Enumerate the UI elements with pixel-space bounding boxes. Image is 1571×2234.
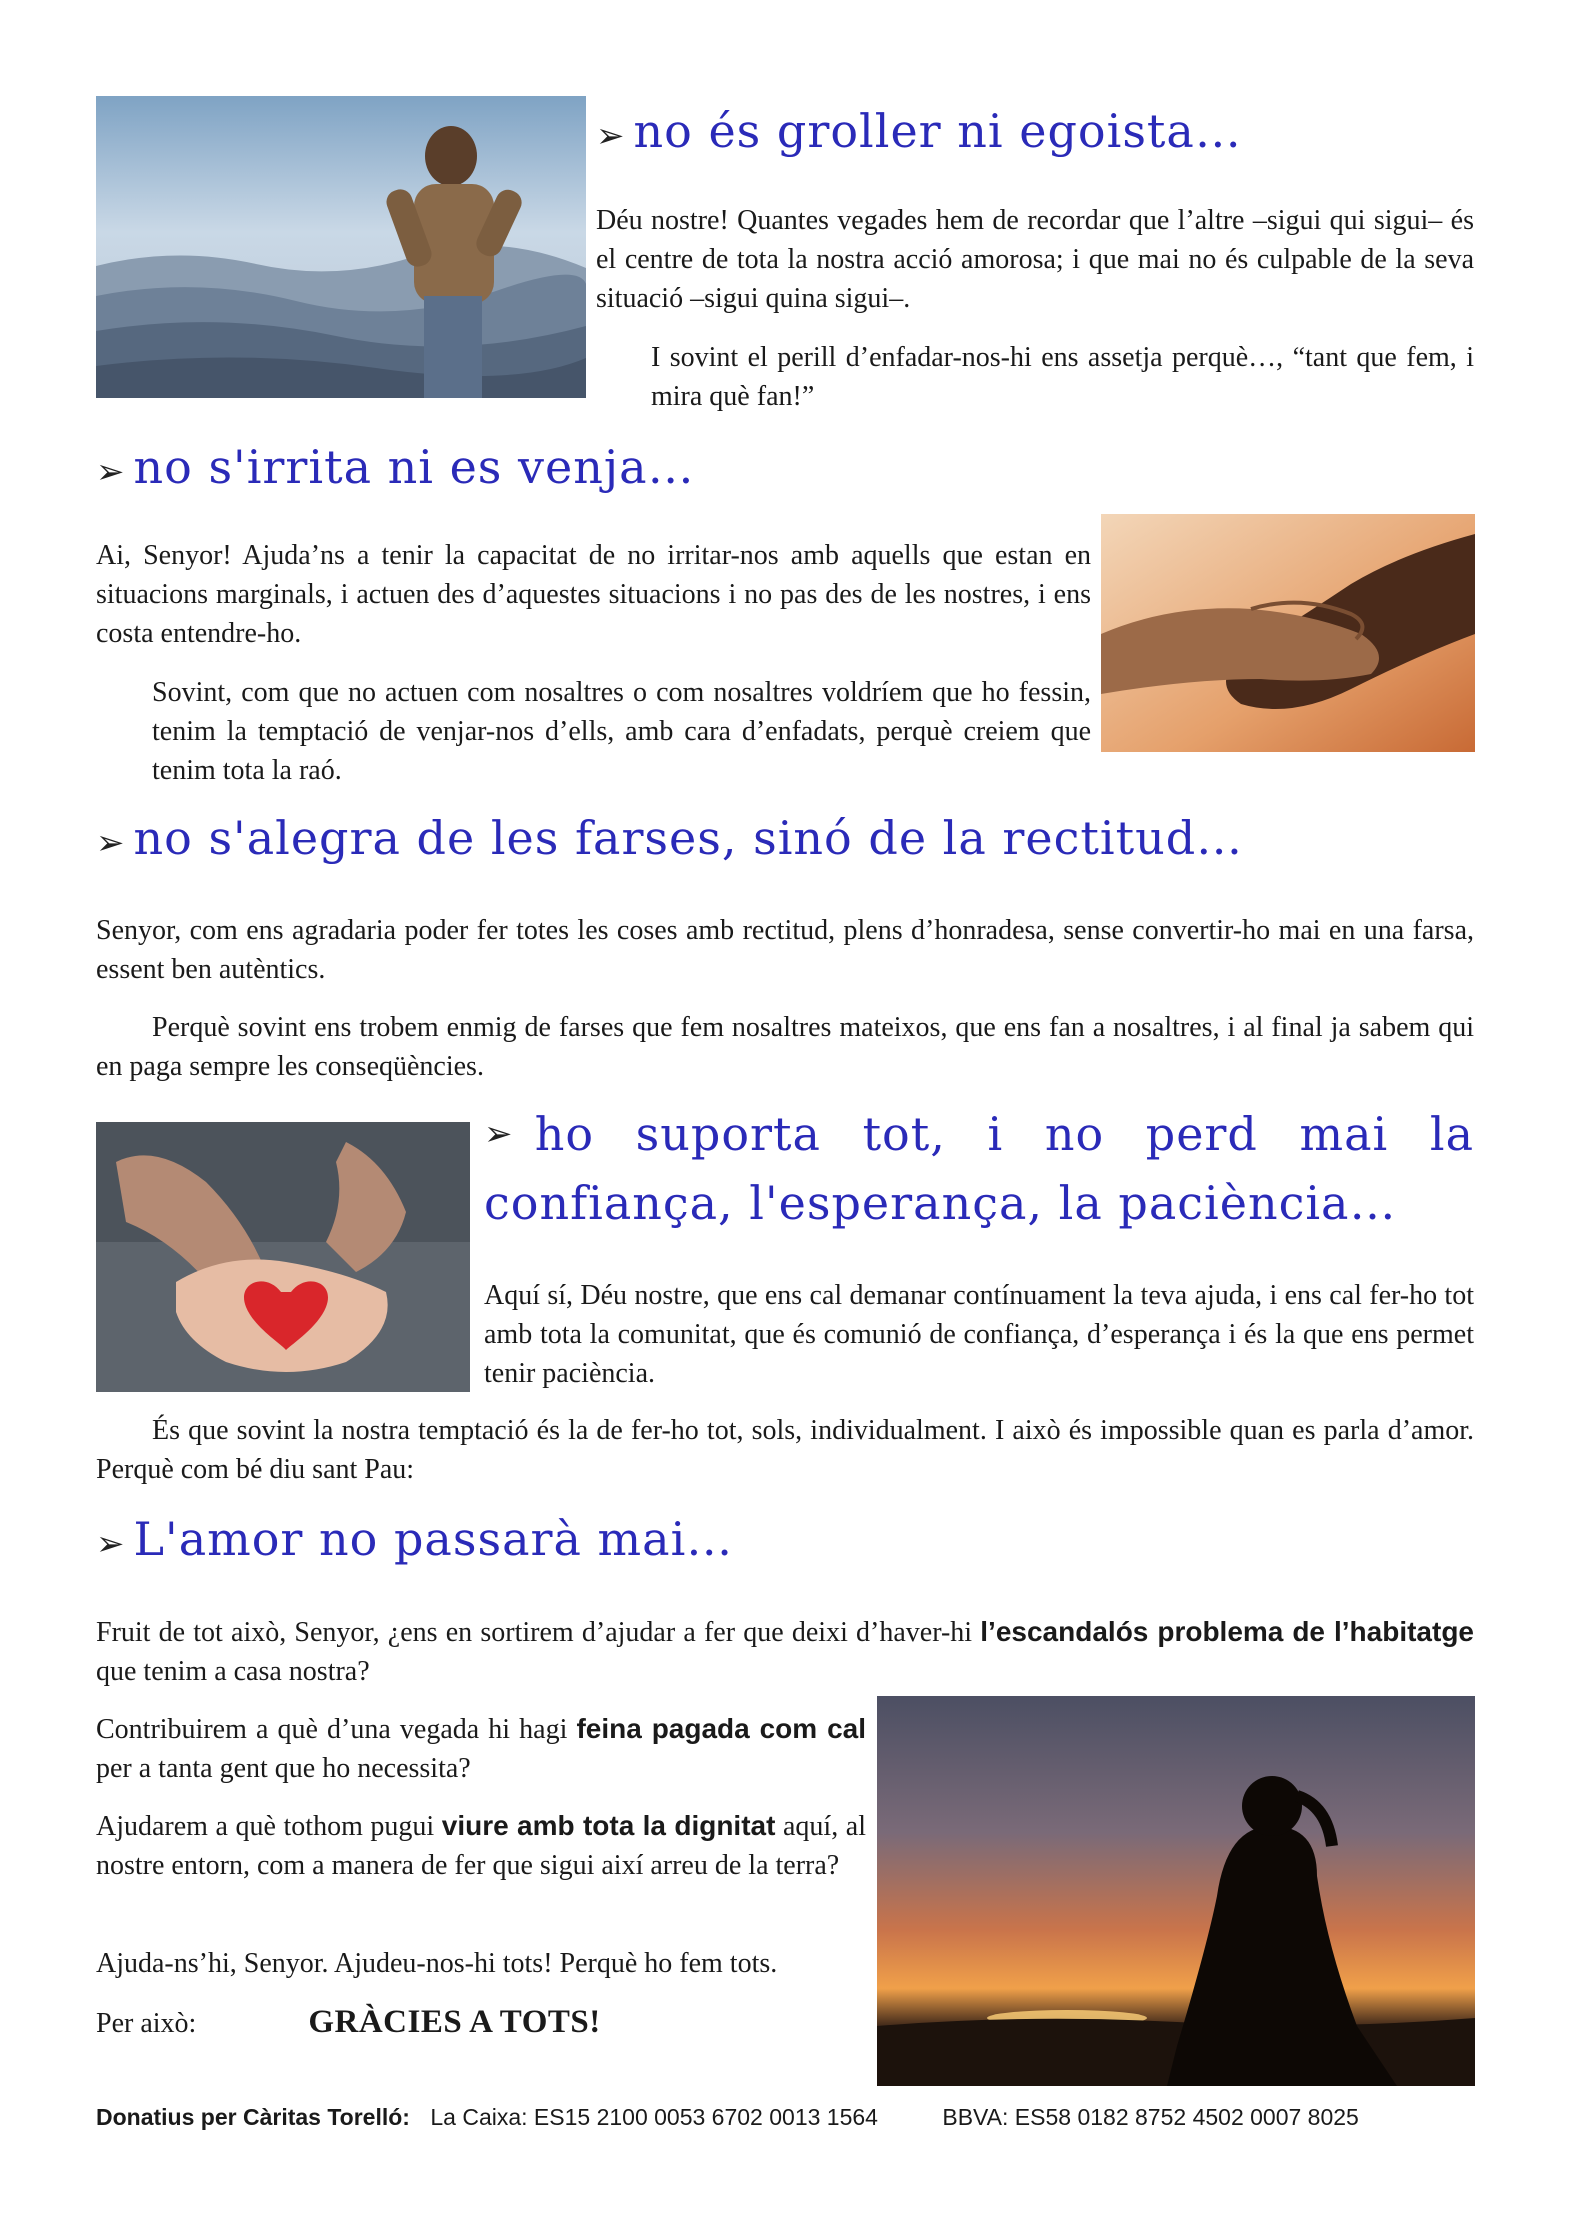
bold-text: l’escandalós problema de l’habitatge xyxy=(980,1616,1474,1647)
arrow-bullet-icon: ➢ xyxy=(96,823,126,863)
paragraph: Déu nostre! Quantes vegades hem de recordar que l’altre –sigui qui sigui– és el centre de tota la nostra acció amorosa; i que mai no és culpable de la seva situació –sigui quina sigui–. xyxy=(596,205,1474,314)
paragraph: I sovint el perill d’enfadar-nos-hi ens assetja perquè…, “tant que fem, i mira què fan!” xyxy=(651,342,1474,412)
paragraph: Perquè sovint ens trobem enmig de farses que fem nosaltres mateixos, que ens fan a nosaltres, i al final ja sabem qui en paga sempre les conseqüències. xyxy=(96,1012,1474,1082)
footer-label: Donatius per Càritas Torelló: xyxy=(96,2104,410,2130)
paragraph: Ai, Senyor! Ajuda’ns a tenir la capacitat de no irritar-nos amb aquells que estan en situacions marginals, i actuen des d’aquestes situacions i no pas des de les nostres, i ens costa entendre-ho. xyxy=(96,540,1091,649)
heading-text: confiança, l'esperança, la paciència… xyxy=(484,1176,1397,1230)
heading-no-es-groller xyxy=(596,100,1242,167)
paragraph: És que sovint la nostra temptació és la de fer-ho tot, sols, individualment. I això és impossible quan es parla d’amor. Perquè com bé diu sant Pau: xyxy=(96,1415,1474,1485)
heading-text: no és groller ni egoista… xyxy=(633,104,1242,158)
paragraph: Senyor, com ens agradaria poder fer totes les coses amb rectitud, plens d’honradesa, sense convertir-ho mai en una farsa, essent ben autèntics. xyxy=(96,915,1474,985)
paragraph: Ajuda-ns’hi, Senyor. Ajudeu-nos-hi tots! Perquè ho fem tots. xyxy=(96,1948,778,1979)
heading-text: ho suporta tot, i no perd mai la xyxy=(534,1107,1474,1161)
arrow-bullet-icon: ➢ xyxy=(96,1524,126,1564)
per-aixo-label: Per això: xyxy=(96,2008,197,2039)
paragraph: Aquí sí, Déu nostre, que ens cal demanar contínuament la teva ajuda, i ens cal fer-ho tot amb tota la comunitat, que és comunió de confiança, d’esperança i és la que ens permet tenir paciència. xyxy=(484,1280,1474,1389)
arrow-bullet-icon: ➢ xyxy=(596,116,626,156)
text: que tenim a casa nostra? xyxy=(96,1656,370,1687)
text: Contribuirem a què d’una vegada hi hagi xyxy=(96,1714,577,1745)
heading-no-s-alegra xyxy=(96,807,1243,874)
caixa-account: La Caixa: ES15 2100 0053 6702 0013 1564 xyxy=(430,2104,878,2130)
heading-text: no s'irrita ni es venja… xyxy=(133,440,695,494)
closing-line xyxy=(96,2004,601,2041)
heading-ho-suporta-line2 xyxy=(484,1172,1396,1234)
heading-no-s-irrita xyxy=(96,436,695,503)
silhouette-sunset-photo xyxy=(877,1696,1475,2086)
heading-text: L'amor no passarà mai… xyxy=(133,1512,734,1566)
heading-l-amor xyxy=(96,1508,733,1575)
footer xyxy=(96,2104,1359,2131)
bold-text: feina pagada com cal xyxy=(576,1713,866,1744)
bbva-account: BBVA: ES58 0182 8752 4502 0007 8025 xyxy=(942,2104,1359,2130)
arrow-bullet-icon: ➢ xyxy=(96,452,126,492)
text: per a tanta gent que ho necessita? xyxy=(96,1753,471,1784)
text: Ajudarem a què tothom pugui xyxy=(96,1811,442,1842)
bold-text: viure amb tota la dignitat xyxy=(441,1810,776,1841)
text: Fruit de tot això, Senyor, ¿ens en sortirem d’ajudar a fer que deixi d’haver-hi xyxy=(96,1617,981,1648)
arrow-bullet-icon: ➢ xyxy=(484,1114,514,1154)
paragraph: Sovint, com que no actuen com nosaltres o com nosaltres voldríem que ho fessin, tenim la temptació de venjar-nos d’ells, amb cara d’enfadats, perquè creiem que tenim tota la raó. xyxy=(152,677,1091,786)
holding-hands-photo xyxy=(1101,514,1475,752)
paragraph xyxy=(96,1709,866,1788)
heading-text: no s'alegra de les farses, sinó de la rectitud… xyxy=(133,811,1244,865)
thanks-text: GRÀCIES A TOTS! xyxy=(308,2004,601,2040)
paragraph xyxy=(96,1612,1474,1691)
paragraph xyxy=(96,1806,866,1885)
heading-ho-suporta-line1 xyxy=(484,1103,1474,1165)
hands-with-heart-photo xyxy=(96,1122,470,1392)
mountains-photo xyxy=(96,96,586,398)
text: aquí, al nostre entorn, com a manera de fer que sigui així arreu de la terra? xyxy=(96,1811,866,1881)
